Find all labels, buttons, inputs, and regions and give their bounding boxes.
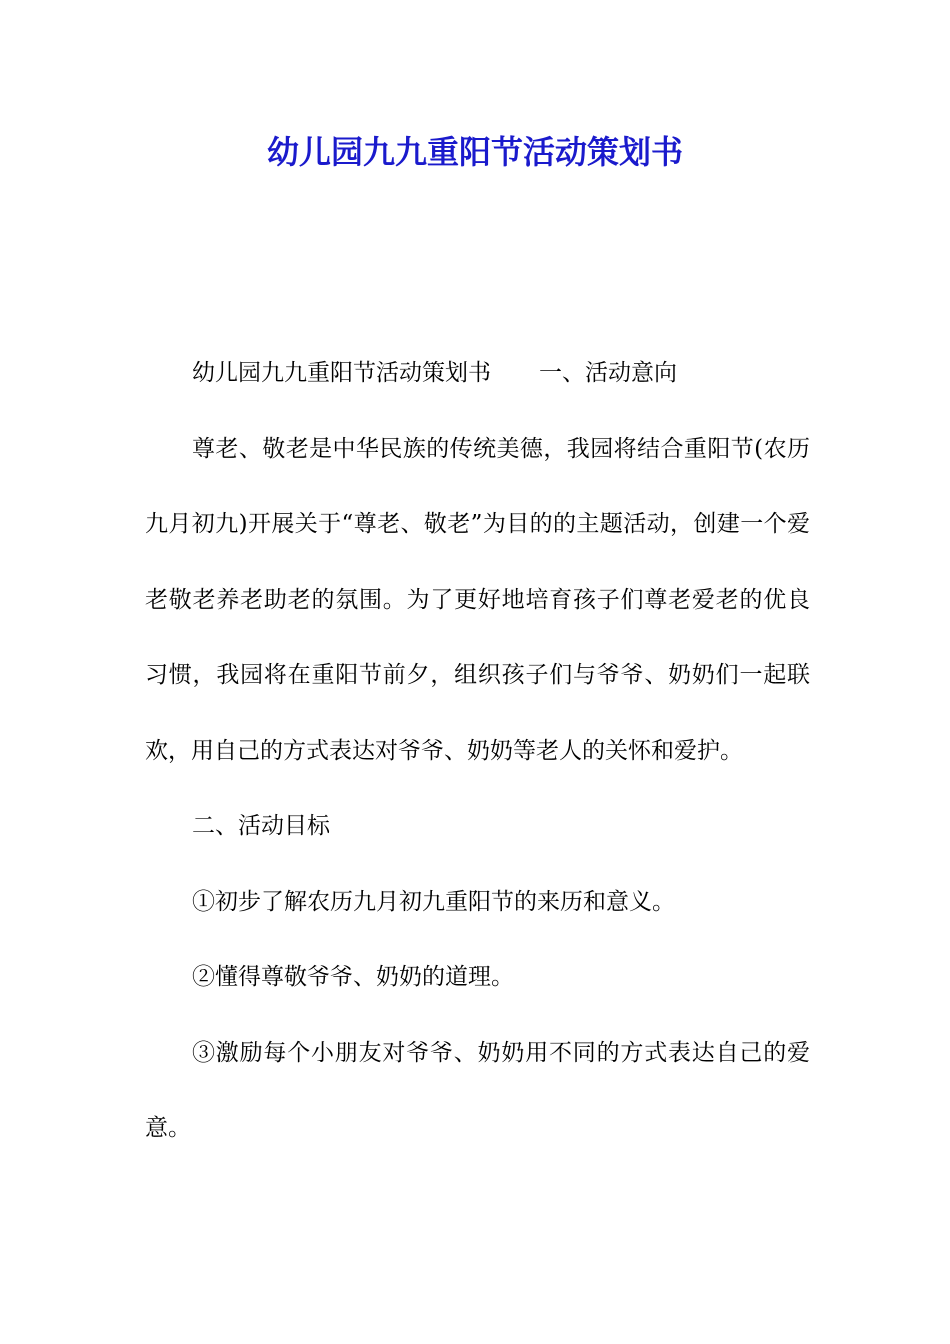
intro-heading: 幼儿园九九重阳节活动策划书 — [192, 360, 491, 386]
document-body — [145, 336, 810, 1167]
intro-line — [145, 336, 810, 412]
goal-item-1: ①初步了解农历九月初九重阳节的来历和意义。 — [192, 888, 675, 915]
goal-item-2: ②懂得尊敬爷爷、奶奶的道理。 — [192, 964, 514, 990]
goal-item-3: ③激励每个小朋友对爷爷、奶奶用不同的方式表达自己的爱意。 — [145, 1039, 810, 1141]
paragraph-purpose: 尊老、敬老是中华民族的传统美德，我园将结合重阳节(农历九月初九)开展关于“尊老、敬老”为目的的主题活动，创建一个爱老敬老养老助老的氛围。为了更好地培育孩子们尊老爱老的优良习惯，我园将在重阳节前夕，组织孩子们与爷爷、奶奶们一起联欢，用自己的方式表达对爷爷、奶奶等老人的关怀和爱护。 — [145, 435, 810, 764]
section-heading-goals: 二、活动目标 — [192, 813, 330, 839]
section-heading-purpose: 一、活动意向 — [539, 360, 677, 386]
document-title: 幼儿园九九重阳节活动策划书 — [266, 133, 683, 171]
